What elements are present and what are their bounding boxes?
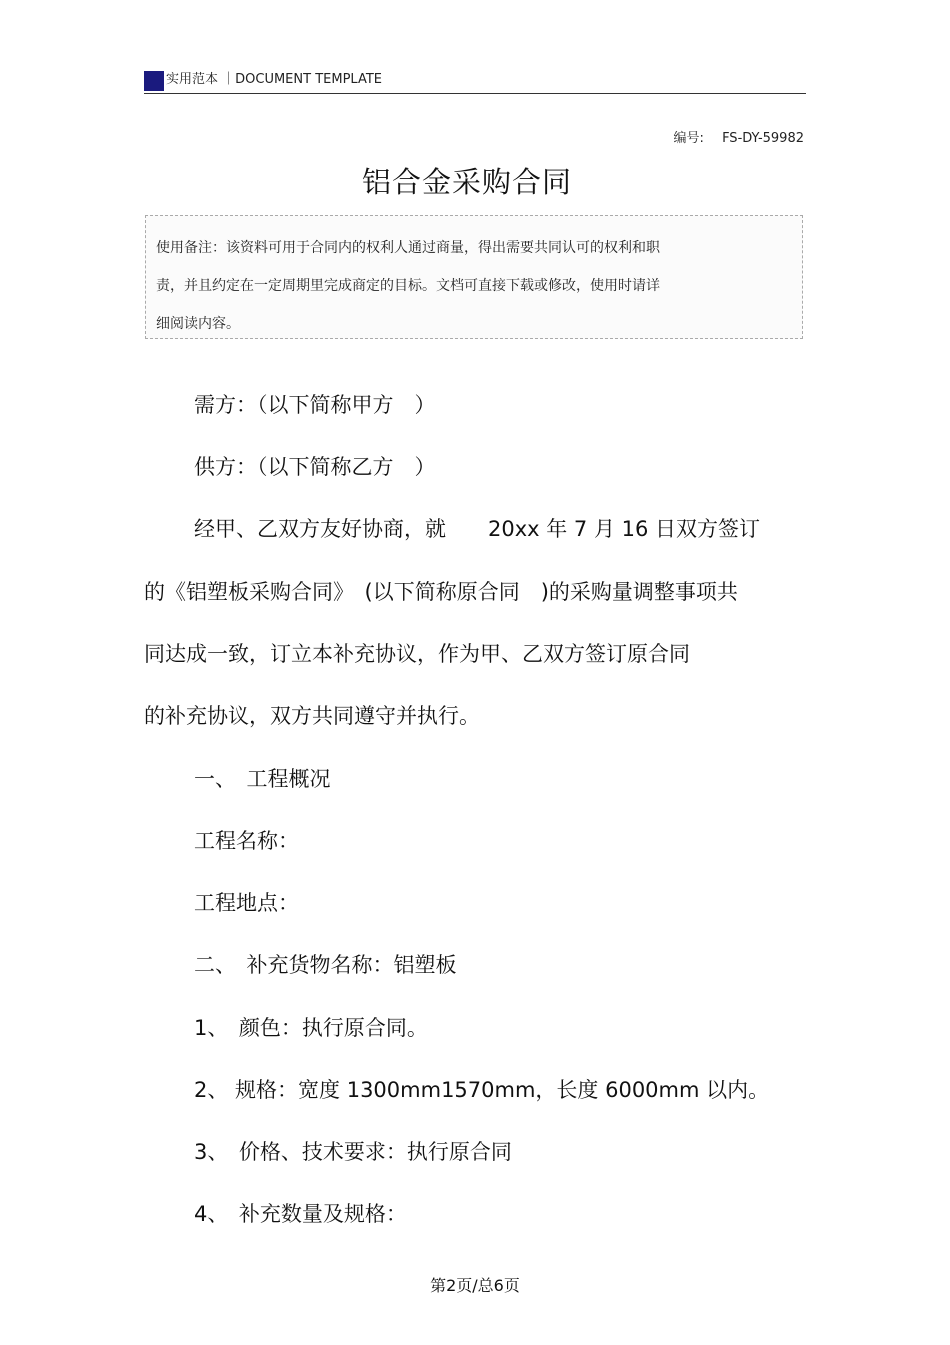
section-heading-project: 一、 工程概况 <box>194 767 331 791</box>
project-location-field: 工程地点： <box>194 891 299 915</box>
list-item-spec: 2、 规格：宽度 1300mm1570mm，长度 6000mm 以内。 <box>194 1078 770 1102</box>
body-paragraph-line: 的补充协议，双方共同遵守并执行。 <box>144 704 480 728</box>
document-number <box>674 127 804 146</box>
header-divider <box>144 93 806 94</box>
header-logo-square <box>144 71 164 91</box>
body-paragraph-line: 的《铝塑板采购合同》 (以下简称原合同 )的采购量调整事项共 <box>144 580 738 604</box>
page-number: 第2页/总6页 <box>430 1276 520 1295</box>
document-number-label: 编号: <box>673 131 704 146</box>
usage-note-line: 责，并且约定在一定周期里完成商定的目标。文档可直接下载或修改，使用时请详 <box>156 278 660 294</box>
document-title: 铝合金采购合同 <box>361 165 572 199</box>
list-item-price: 3、 价格、技术要求：执行原合同 <box>194 1140 512 1164</box>
usage-note-line: 细阅读内容。 <box>156 316 240 332</box>
project-name-field: 工程名称： <box>194 829 299 853</box>
party-supplier: 供方：（以下简称乙方 ） <box>194 455 436 479</box>
list-item-quantity: 4、 补充数量及规格： <box>194 1202 407 1226</box>
party-buyer: 需方：（以下简称甲方 ） <box>194 393 436 417</box>
document-number-value: FS-DY-59982 <box>722 131 804 146</box>
header-brand: 实用范本 ｜DOCUMENT TEMPLATE <box>166 72 382 87</box>
body-paragraph-line: 经甲、乙双方友好协商，就 20xx 年 7 月 16 日双方签订 <box>194 517 761 541</box>
usage-note-line: 使用备注：该资料可用于合同内的权利人通过商量，得出需要共同认可的权利和职 <box>156 240 660 256</box>
body-paragraph-line: 同达成一致，订立本补充协议，作为甲、乙双方签订原合同 <box>144 642 690 666</box>
section-heading-goods: 二、 补充货物名称：铝塑板 <box>194 953 457 977</box>
usage-note-box <box>145 215 803 339</box>
list-item-color: 1、 颜色：执行原合同。 <box>194 1016 428 1040</box>
